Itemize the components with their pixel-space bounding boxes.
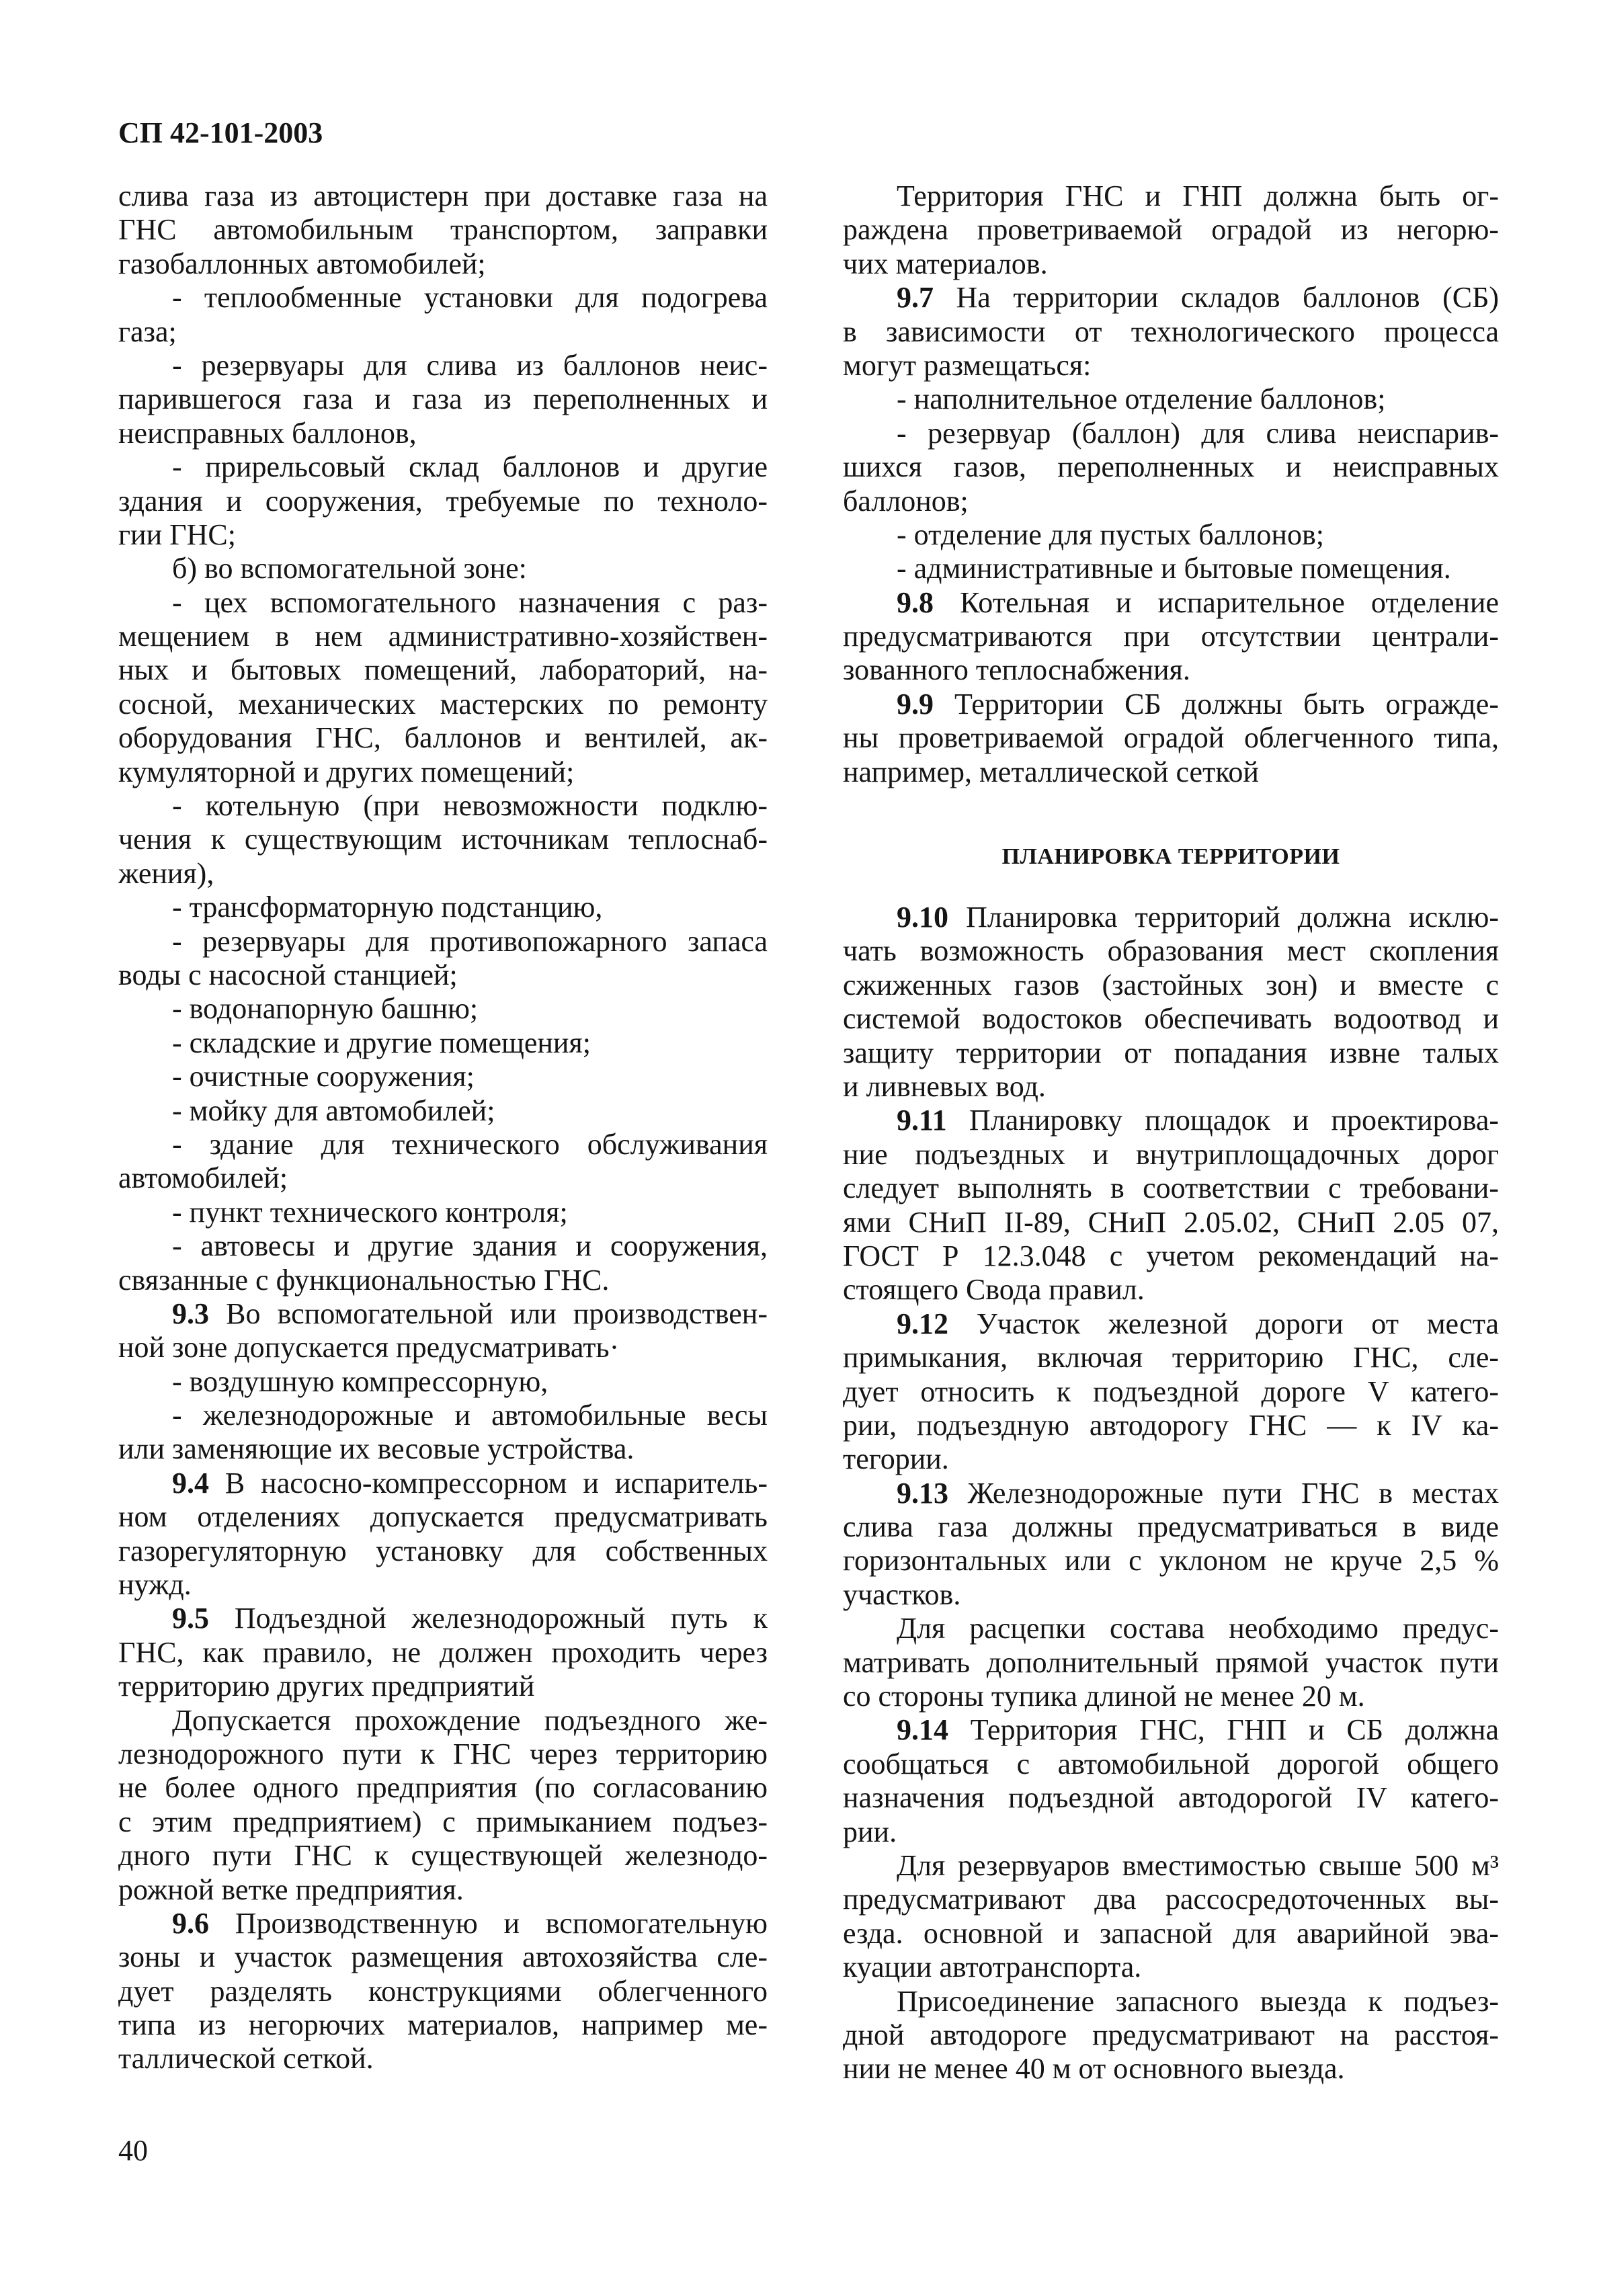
text-line	[843, 1341, 1499, 1375]
paragraph	[843, 281, 1499, 382]
text-line	[843, 349, 1499, 382]
text-line	[843, 1883, 1499, 1916]
paragraph	[118, 789, 768, 891]
text-line	[843, 213, 1499, 247]
paragraph	[843, 179, 1499, 281]
text-line	[843, 2018, 1499, 2052]
text-line	[843, 1646, 1499, 1680]
clause-number: 9.6	[172, 1906, 209, 1940]
line-text: неисправных баллонов,	[118, 416, 417, 450]
text-line	[118, 721, 768, 755]
text-line	[843, 1477, 1499, 1510]
paragraph	[118, 1365, 768, 1399]
line-text: дует относить к подъездной дороге V катего-	[843, 1375, 1499, 1408]
line-text: рожной ветке предприятия.	[118, 1873, 464, 1906]
line-text: парившегося газа и газа из переполненных и	[118, 382, 768, 416]
line-text: чения к существующим источникам теплоснаб-	[118, 823, 768, 856]
text-line	[118, 1771, 768, 1805]
line-text: следует выполнять в соответствии с требовани-	[843, 1172, 1499, 1205]
paragraph	[118, 586, 768, 789]
line-text: нужд.	[118, 1568, 192, 1602]
paragraph	[118, 925, 768, 993]
clause-number: 9.5	[172, 1602, 209, 1635]
paragraph	[843, 1104, 1499, 1307]
text-line	[118, 1670, 768, 1703]
text-line	[843, 586, 1499, 620]
text-line	[843, 382, 1499, 416]
text-line	[843, 1815, 1499, 1849]
text-line	[118, 958, 768, 992]
line-text: с этим предприятием) с примыканием подъез-	[118, 1805, 768, 1838]
text-line	[843, 485, 1499, 518]
line-text: кумуляторной и других помещений;	[118, 755, 575, 788]
line-text: ние подъездных и внутриплощадочных дорог	[843, 1137, 1499, 1171]
clause-number: 9.10	[897, 901, 948, 934]
text-line	[118, 1636, 768, 1670]
line-text: слива газа из автоцистерн при доставке газа на	[118, 179, 768, 212]
text-line	[843, 1951, 1499, 1984]
line-text: горизонтальных или с уклоном не круче 2,5 %	[843, 1544, 1499, 1577]
line-text: - котельную (при невозможности подклю-	[172, 789, 768, 823]
text-line	[118, 382, 768, 416]
line-text: сообщаться с автомобильной дорогой общего	[843, 1747, 1499, 1780]
text-line	[118, 1060, 768, 1094]
text-line	[118, 1907, 768, 1940]
line-text: со стороны тупика длиной не менее 20 м.	[843, 1680, 1365, 1713]
line-text: предусматривают два рассосредоточенных вы-	[843, 1883, 1499, 1916]
page-number: 40	[118, 2134, 148, 2167]
paragraph	[118, 179, 768, 281]
paragraph	[118, 1128, 768, 1196]
line-text: - складские и другие помещения;	[172, 1026, 591, 1059]
line-text: в зависимости от технологического процесса	[843, 315, 1499, 348]
text-line	[843, 620, 1499, 653]
line-text: ями СНиП II-89, СНиП 2.05.02, СНиП 2.05 07,	[843, 1205, 1499, 1239]
text-line	[843, 1070, 1499, 1104]
paragraph	[843, 1849, 1499, 1985]
text-line	[843, 1713, 1499, 1747]
line-text: гии ГНС;	[118, 518, 236, 551]
text-line	[843, 1239, 1499, 1273]
text-line	[118, 518, 768, 552]
text-line	[843, 1442, 1499, 1476]
line-text: - автовесы и другие здания и сооружения,	[172, 1229, 768, 1263]
text-line	[118, 1365, 768, 1399]
right-column-lower	[843, 901, 1499, 2086]
line-text: - резервуары для слива из баллонов неис-	[172, 348, 768, 382]
line-text: Территории СБ должны быть огражде-	[934, 687, 1499, 721]
line-text: мещением в нем административно-хозяйствен-	[118, 620, 768, 653]
line-text: - мойку для автомобилей;	[172, 1094, 495, 1127]
text-line	[843, 1748, 1499, 1781]
line-text: - наполнительное отделение баллонов;	[897, 382, 1386, 416]
paragraph	[118, 1094, 768, 1128]
line-text: матривать дополнительный прямой участок пути	[843, 1645, 1499, 1679]
line-text: участков.	[843, 1577, 961, 1611]
text-line	[118, 755, 768, 789]
line-text: - теплообменные установки для подогрева	[172, 281, 768, 315]
text-line	[843, 1138, 1499, 1172]
text-line	[843, 1375, 1499, 1409]
text-line	[118, 857, 768, 891]
paragraph	[118, 552, 768, 585]
text-line	[843, 653, 1499, 687]
line-text: и ливневых вод.	[843, 1069, 1046, 1103]
text-line	[118, 1839, 768, 1873]
clause-number: 9.9	[897, 687, 934, 721]
text-line	[118, 2008, 768, 2042]
paragraph	[843, 1713, 1499, 1849]
text-line	[118, 823, 768, 856]
line-text: газобаллонных автомобилей;	[118, 247, 486, 280]
line-text: связанные с функциональностью ГНС.	[118, 1263, 610, 1297]
line-text: шихся газов, переполненных и неисправных	[843, 450, 1499, 484]
line-text: системой водостоков обеспечивать водоотвод и	[843, 1002, 1499, 1036]
text-line	[118, 1229, 768, 1263]
paragraph	[118, 1196, 768, 1229]
text-line	[843, 969, 1499, 1002]
paragraph	[118, 992, 768, 1026]
line-text: - воздушную компрессорную,	[172, 1364, 548, 1398]
line-text: или заменяющие их весовые устройства.	[118, 1432, 634, 1466]
line-text: Железнодорожные пути ГНС в местах	[948, 1476, 1499, 1510]
line-text: дной автодороге предусматривают на расстоя-	[843, 2018, 1499, 2051]
line-text: Территория ГНС и ГНП должна быть ог-	[897, 179, 1499, 212]
line-text: Участок железной дороги от места	[948, 1307, 1499, 1340]
line-text: оборудования ГНС, баллонов и вентилей, ак-	[118, 721, 768, 755]
text-line	[843, 1985, 1499, 2018]
text-line	[843, 934, 1499, 968]
paragraph	[118, 1467, 768, 1602]
text-line	[118, 1602, 768, 1635]
paragraph	[843, 382, 1499, 416]
line-text: б) во вспомогательной зоне:	[172, 552, 527, 585]
text-line	[118, 789, 768, 823]
left-column	[118, 179, 768, 2076]
clause-number: 9.14	[897, 1713, 948, 1747]
text-line	[118, 1704, 768, 1737]
paragraph	[843, 1477, 1499, 1612]
text-line	[118, 1094, 768, 1128]
line-text: автомобилей;	[118, 1161, 288, 1195]
paragraph	[843, 586, 1499, 688]
line-text: баллонов;	[843, 484, 969, 518]
paragraph	[118, 1297, 768, 1365]
line-text: предусматриваются при отсутствии централи-	[843, 620, 1499, 653]
line-text: дного пути ГНС к существующей железнодо-	[118, 1839, 768, 1873]
paragraph	[843, 688, 1499, 789]
line-text: ной зоне допускается предусматривать·	[118, 1331, 620, 1364]
paragraph	[118, 891, 768, 924]
paragraph	[118, 1229, 768, 1297]
text-line	[843, 1917, 1499, 1951]
line-text: здания и сооружения, требуемые по техноло-	[118, 484, 768, 518]
line-text: Подъездной железнодорожный путь к	[209, 1602, 768, 1635]
text-line	[118, 891, 768, 924]
text-line	[118, 1128, 768, 1161]
line-text: могут размещаться:	[843, 348, 1092, 382]
line-text: назначения подъездной автодорогой IV катего-	[843, 1781, 1499, 1815]
text-line	[118, 1568, 768, 1602]
text-line	[118, 1873, 768, 1907]
line-text: - водонапорную башню;	[172, 992, 479, 1026]
line-text: - прирельсовый склад баллонов и другие	[172, 450, 768, 484]
line-text: стоящего Свода правил.	[843, 1273, 1145, 1307]
text-line	[843, 1409, 1499, 1442]
line-text: рии.	[843, 1815, 897, 1848]
text-line	[843, 1273, 1499, 1307]
clause-number: 9.8	[897, 585, 934, 619]
clause-number: 9.4	[172, 1466, 209, 1500]
text-line	[843, 1612, 1499, 1645]
text-line	[843, 688, 1499, 721]
text-line	[843, 417, 1499, 450]
text-line	[843, 721, 1499, 755]
text-line	[843, 281, 1499, 315]
clause-number: 9.12	[897, 1307, 948, 1340]
line-text: Присоединение запасного выезда к подъез-	[897, 1984, 1499, 2018]
text-line	[118, 450, 768, 484]
text-line	[118, 688, 768, 721]
paragraph	[843, 1985, 1499, 2086]
text-line	[118, 653, 768, 687]
text-line	[118, 1940, 768, 1974]
line-text: примыкания, включая территорию ГНС, сле-	[843, 1341, 1499, 1375]
text-line	[843, 1849, 1499, 1883]
text-line	[118, 1805, 768, 1839]
text-line	[843, 552, 1499, 585]
clause-number: 9.11	[897, 1104, 947, 1137]
line-text: - резервуары для противопожарного запаса	[172, 924, 768, 958]
text-line	[843, 1510, 1499, 1544]
text-line	[843, 2052, 1499, 2086]
document-code-header: СП 42-101-2003	[118, 116, 323, 149]
line-text: газорегуляторную установку для собственных	[118, 1534, 768, 1567]
text-line	[118, 552, 768, 585]
line-text: - пункт технического контроля;	[172, 1195, 568, 1229]
text-line	[843, 518, 1499, 552]
line-text: Котельная и испарительное отделение	[934, 585, 1499, 619]
paragraph	[843, 417, 1499, 518]
text-line	[843, 1036, 1499, 1070]
right-column	[843, 179, 1499, 2086]
line-text: - очистные сооружения;	[172, 1060, 475, 1094]
paragraph	[118, 1026, 768, 1060]
line-text: воды с насосной станцией;	[118, 958, 458, 991]
paragraph	[843, 901, 1499, 1104]
line-text: рии, подъездную автодорогу ГНС — к IV ка-	[843, 1408, 1499, 1442]
text-line	[843, 1307, 1499, 1341]
line-text: зоны и участок размещения автохозяйства сле-	[118, 1940, 768, 1974]
text-line	[843, 1206, 1499, 1239]
text-line	[118, 281, 768, 315]
text-line	[843, 179, 1499, 213]
text-line	[118, 179, 768, 213]
paragraph	[843, 518, 1499, 552]
line-text: сосной, механических мастерских по ремонту	[118, 687, 768, 721]
line-text: куации автотранспорта.	[843, 1951, 1142, 1984]
line-text: езда. основной и запасной для аварийной эва-	[843, 1916, 1499, 1950]
line-text: сжиженных газов (застойных зон) и вместе с	[843, 968, 1499, 1001]
paragraph	[843, 1612, 1499, 1713]
paragraph	[118, 281, 768, 349]
line-text: ГНС автомобильным транспортом, заправки	[118, 213, 768, 247]
paragraph	[118, 1704, 768, 1907]
clause-number: 9.7	[897, 281, 934, 315]
line-text: территорию других предприятий	[118, 1670, 535, 1703]
text-line	[843, 901, 1499, 934]
paragraph	[118, 450, 768, 552]
line-text: защиту территории от попадания извне талых	[843, 1036, 1499, 1069]
line-text: Планировка территорий должна исклю-	[948, 901, 1499, 934]
text-line	[118, 1196, 768, 1229]
line-text: Территория ГНС, ГНП и СБ должна	[948, 1713, 1499, 1747]
paragraph	[843, 1307, 1499, 1477]
text-line	[118, 1737, 768, 1771]
section-heading: ПЛАНИРОВКА ТЕРРИТОРИИ	[1001, 844, 1340, 870]
line-text: Планировку площадок и проектирова-	[946, 1104, 1499, 1137]
line-text: таллической сеткой.	[118, 2042, 374, 2076]
line-text: типа из негорючих материалов, например ме-	[118, 2008, 768, 2042]
line-text: нии не менее 40 м от основного выезда.	[843, 2052, 1345, 2086]
text-line	[118, 315, 768, 349]
line-text: - железнодорожные и автомобильные весы	[172, 1399, 768, 1432]
line-text: ГОСТ Р 12.3.048 с учетом рекомендаций на-	[843, 1239, 1499, 1272]
text-line	[843, 450, 1499, 484]
text-line	[118, 1026, 768, 1060]
line-text: ны проветриваемой оградой облегченного типа,	[843, 721, 1499, 755]
line-text: газа;	[118, 315, 177, 348]
text-line	[118, 1331, 768, 1364]
paragraph	[118, 349, 768, 450]
text-line	[843, 1680, 1499, 1713]
line-text: В насосно-компрессорном и испаритель-	[209, 1466, 768, 1500]
paragraph	[118, 1602, 768, 1703]
text-line	[118, 1399, 768, 1432]
line-text: Для расцепки состава необходимо предус-	[897, 1612, 1499, 1645]
line-text: - здание для технического обслуживания	[172, 1127, 768, 1161]
right-column-upper	[843, 179, 1499, 789]
line-text: раждена проветриваемой оградой из негорю-	[843, 213, 1499, 247]
line-text: - административные и бытовые помещения.	[897, 552, 1451, 585]
text-line	[118, 1500, 768, 1534]
text-line	[118, 992, 768, 1026]
paragraph	[118, 1907, 768, 2076]
text-line	[118, 1297, 768, 1331]
line-text: ГНС, как правило, не должен проходить через	[118, 1635, 768, 1669]
line-text: чих материалов.	[843, 247, 1048, 280]
text-line	[843, 1172, 1499, 1205]
text-line	[843, 247, 1499, 281]
line-text: жения),	[118, 856, 214, 890]
line-text: чать возможность образования мест скопления	[843, 934, 1499, 968]
text-line	[843, 755, 1499, 789]
text-line	[118, 620, 768, 653]
line-text: слива газа должны предусматриваться в виде	[843, 1510, 1499, 1544]
text-line	[118, 586, 768, 620]
paragraph	[118, 1060, 768, 1094]
line-text: зованного теплоснабжения.	[843, 653, 1190, 687]
line-text: не более одного предприятия (по согласованию	[118, 1771, 768, 1805]
text-line	[843, 1578, 1499, 1612]
line-text: ных и бытовых помещений, лабораторий, на-	[118, 653, 768, 687]
line-text: - трансформаторную подстанцию,	[172, 891, 603, 924]
line-text: например, металлической сеткой	[843, 755, 1259, 788]
text-line	[118, 213, 768, 247]
paragraph	[843, 552, 1499, 585]
text-line	[118, 1467, 768, 1500]
text-line	[843, 1104, 1499, 1137]
line-text: - отделение для пустых баллонов;	[897, 518, 1324, 551]
text-line	[118, 349, 768, 382]
line-text: - цех вспомогательного назначения с раз-	[172, 585, 768, 619]
text-line	[118, 1432, 768, 1466]
line-text: Для резервуаров вместимостью свыше 500 м³	[897, 1848, 1499, 1882]
line-text: лезнодорожного пути к ГНС через территорию	[118, 1737, 768, 1770]
line-text: Допускается прохождение подъездного же-	[172, 1703, 768, 1737]
line-text: тегории.	[843, 1442, 949, 1476]
text-line	[843, 1002, 1499, 1036]
line-text: - резервуар (баллон) для слива неиспарив-	[897, 416, 1499, 450]
text-line	[118, 1161, 768, 1195]
line-text: дует разделять конструкциями облегченного	[118, 1974, 768, 2008]
text-line	[843, 1781, 1499, 1815]
clause-number: 9.13	[897, 1476, 948, 1510]
text-line	[118, 485, 768, 518]
line-text: Во вспомогательной или производствен-	[209, 1297, 768, 1330]
line-text: На территории складов баллонов (СБ)	[934, 281, 1499, 315]
text-line	[118, 925, 768, 958]
line-text: Производственную и вспомогательную	[209, 1906, 768, 1940]
text-line	[118, 1534, 768, 1568]
text-line	[118, 417, 768, 450]
text-line	[118, 1975, 768, 2008]
text-line	[843, 315, 1499, 349]
text-line	[118, 247, 768, 281]
text-line	[118, 2042, 768, 2076]
text-line	[843, 1544, 1499, 1577]
paragraph	[118, 1399, 768, 1467]
clause-number: 9.3	[172, 1297, 209, 1330]
line-text: ном отделениях допускается предусматривать	[118, 1500, 768, 1534]
text-line	[118, 1264, 768, 1297]
